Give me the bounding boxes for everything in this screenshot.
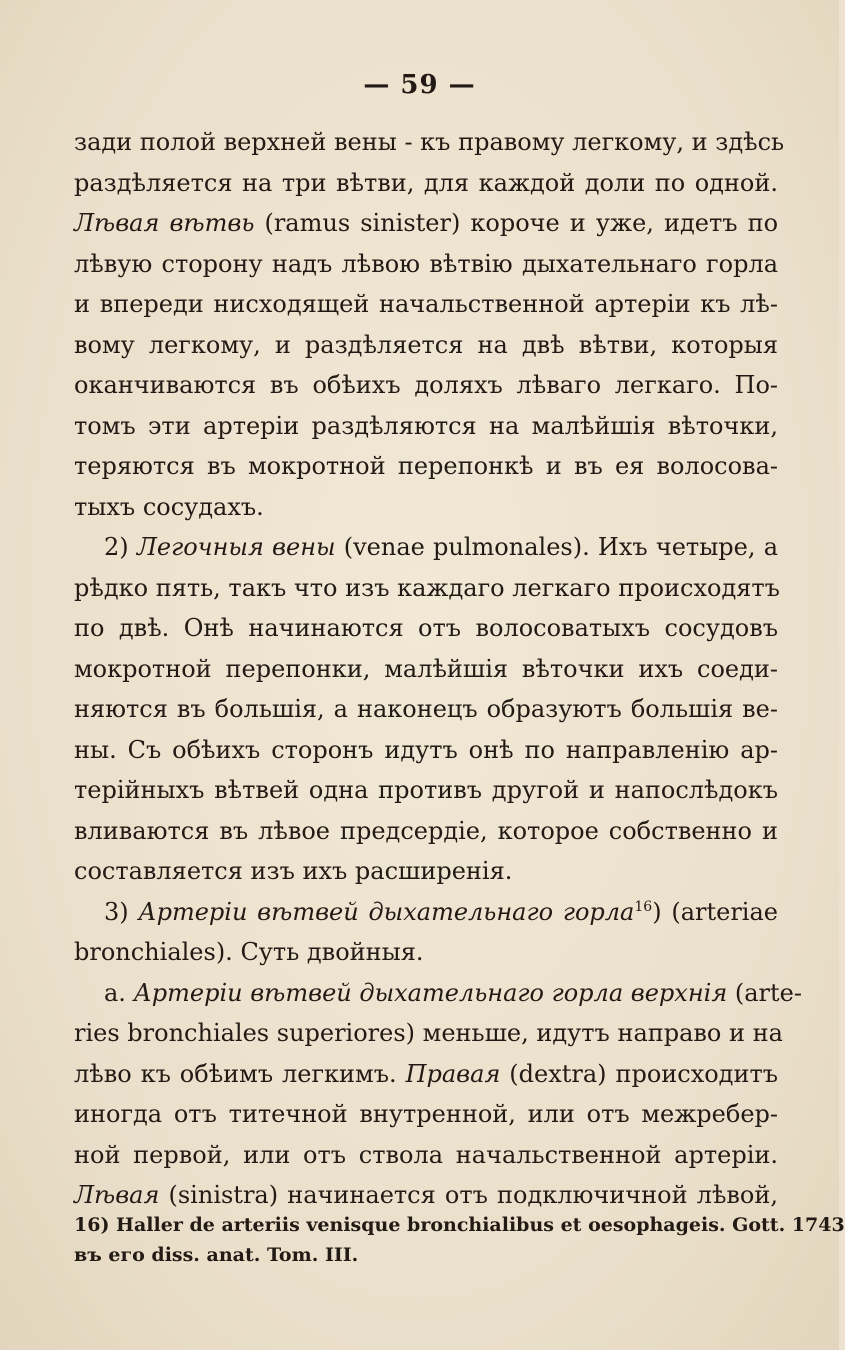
body-text	[74, 122, 802, 1216]
text-line: раздѣляется на три вѣтви, для каждой доли по одной.	[74, 168, 778, 197]
text-line: няются въ большія, а наконецъ образуютъ большія ве-	[74, 695, 778, 723]
text-line: оканчиваются въ обѣихъ доляхъ лѣваго легкаго. По-	[74, 371, 778, 399]
text-line: томъ эти артеріи раздѣляются на малѣйшія вѣточки,	[74, 411, 778, 440]
text-line: Лѣвая (sinistra) начинается отъ подключичной лѣвой,	[74, 1181, 778, 1209]
text-line: лѣво къ обѣимъ легкимъ. Правая (dextra) происходитъ	[74, 1059, 779, 1088]
text-line: по двѣ. Онѣ начинаются отъ волосоватыхъ сосудовъ	[74, 614, 778, 642]
text-line: ны. Съ обѣихъ сторонъ идутъ онѣ по направленію ар-	[74, 735, 778, 764]
footnote-ref: 16	[634, 898, 653, 915]
text-line: Лѣвая вѣтвь (ramus sinister) короче и уже, идетъ по	[74, 209, 779, 237]
text-line: а. Артеріи вѣтвей дыхательнаго горла верхнія (arte-	[104, 978, 802, 1007]
text-line: ries bronchiales superiores) меньше, идутъ направо и на	[74, 1019, 783, 1047]
text-line: иногда отъ титечной внутренной, или отъ межребер-	[74, 1100, 778, 1128]
text-line: лѣвую сторону надъ лѣвою вѣтвію дыхательнаго горла	[74, 249, 778, 278]
footnote-line: въ его diss. anat. Tom. III.	[74, 1244, 359, 1266]
text-line: теряются въ мокротной перепонкѣ и въ ея волосова-	[74, 452, 778, 480]
text-line: вливаются въ лѣвое предсердіе, которое собственно и	[74, 816, 778, 845]
text-line: 2) Легочныя вены (venae pulmonales). Ихъ четыре, а	[104, 533, 779, 561]
footnote-line: 16) Haller de arteriis venisque bronchialibus et oesophageis. Gott. 1743	[74, 1214, 845, 1236]
text-line: вому легкому, и раздѣляется на двѣ вѣтви, которыя	[74, 330, 778, 359]
text-line: рѣдко пять, такъ что изъ каждаго легкаго происходятъ	[74, 573, 780, 602]
footnote	[74, 1210, 845, 1270]
text-line: зади полой верхней вены - къ правому легкому, и здѣсь	[74, 128, 785, 156]
text-line: 3) Артеріи вѣтвей дыхательнаго горла$^{16}$) (arteriae	[104, 897, 778, 926]
text-line: терійныхъ вѣтвей одна противъ другой и напослѣдокъ	[74, 776, 778, 804]
text-line: тыхъ сосудахъ.	[74, 492, 264, 521]
text-line: составляется изъ ихъ расширенія.	[74, 857, 513, 885]
text-line: bronchiales). Суть двойныя.	[74, 938, 424, 966]
text-line: ной первой, или отъ ствола начальственной артеріи.	[74, 1140, 778, 1169]
text-line: и впереди нисходящей начальственной артеріи къ лѣ-	[74, 290, 778, 318]
page-number: — 59 —	[363, 70, 476, 100]
text-line: мокротной перепонки, малѣйшія вѣточки ихъ соеди-	[74, 654, 778, 683]
